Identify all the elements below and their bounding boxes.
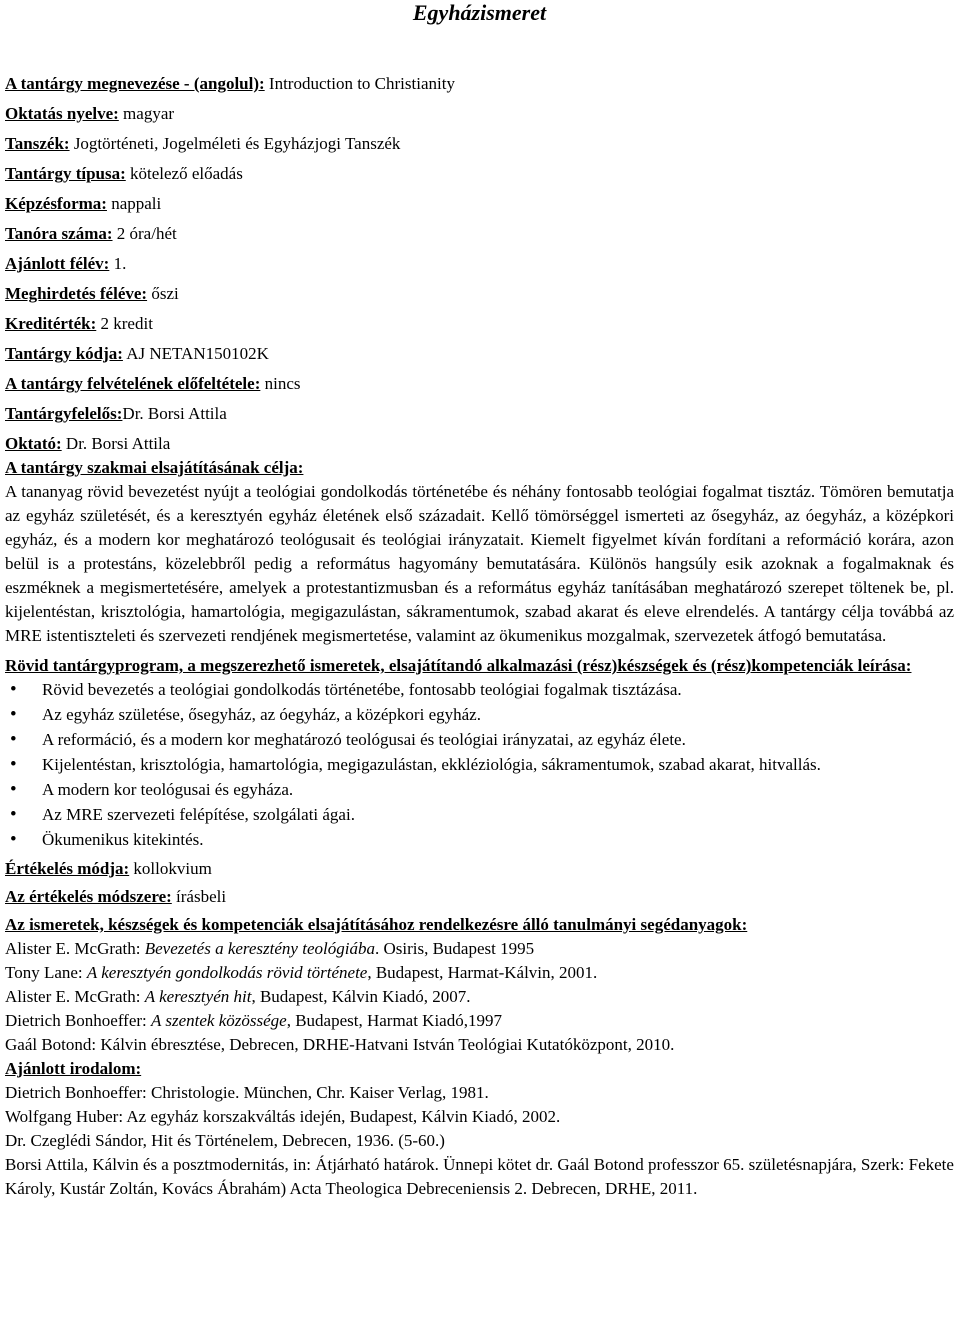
reference-item: Gaál Botond: Kálvin ébresztése, Debrecen, DRHE-Hatvani István Teológiai Kutatóközpont, 2010. <box>5 1035 675 1054</box>
course-fields <box>5 72 954 456</box>
document-title: Egyházismeret <box>412 0 547 25</box>
field-responsible: Tantárgyfelelős:Dr. Borsi Attila <box>5 404 227 423</box>
list-item: • Az MRE szervezeti felépítése, szolgálati ágai. <box>42 803 954 828</box>
reference-item: Dietrich Bonhoeffer: Christologie. München, Chr. Kaiser Verlag, 1981. <box>5 1083 489 1102</box>
field-english-name: A tantárgy megnevezése - (angolul): Introduction to Christianity <box>5 74 455 93</box>
field-prerequisite: A tantárgy felvételének előfeltétele: nincs <box>5 374 301 393</box>
list-item: • A reformáció, és a modern kor meghatározó teológusai és teológiai irányzatai, az egyház élete. <box>42 728 954 753</box>
field-lecturer: Oktató: Dr. Borsi Attila <box>5 434 171 453</box>
program-list <box>5 678 954 853</box>
reference-item: Tony Lane: A keresztyén gondolkodás rövid története, Budapest, Harmat-Kálvin, 2001. <box>5 963 598 982</box>
field-course-code: Tantárgy kódja: AJ NETAN150102K <box>5 344 269 363</box>
reference-item: Dr. Czeglédi Sándor, Hit és Történelem, Debrecen, 1936. (5-60.) <box>5 1131 445 1150</box>
reference-item: Alister E. McGrath: Bevezetés a keresztény teológiába. Osiris, Budapest 1995 <box>5 939 535 958</box>
field-hours: Tanóra száma: 2 óra/hét <box>5 224 177 243</box>
list-item: • Kijelentéstan, krisztológia, hamartológia, megigazulástan, ekkléziológia, sákramentumok, szabad akarat, hitvallás. <box>42 753 954 778</box>
evaluation-type: Értékelés módja: kollokvium <box>5 859 212 878</box>
materials-section <box>5 913 954 1057</box>
field-training-form: Képzésforma: nappali <box>5 194 162 213</box>
reference-item: Dietrich Bonhoeffer: A szentek közössége, Budapest, Harmat Kiadó,1997 <box>5 1011 502 1030</box>
materials-heading: Az ismeretek, készségek és kompetenciák elsajátításához rendelkezésre álló tanulmányi segédanyagok: <box>5 915 748 934</box>
reference-item: Borsi Attila, Kálvin és a posztmodernitás, in: Átjárható határok. Ünnepi kötet dr. Gaál Botond professzor 65. születésnapjára, Szerk: Fekete Károly, Kustár Zoltán, Kovács Ábrahám) Acta Theologica Debreceniensis 2. Debrecen, DRHE, 2011. <box>5 1155 954 1198</box>
reference-item: Wolfgang Huber: Az egyház korszakváltás idején, Budapest, Kálvin Kiadó, 2002. <box>5 1107 561 1126</box>
field-credit: Kreditérték: 2 kredit <box>5 314 153 333</box>
list-item: • Ökumenikus kitekintés. <box>42 828 954 853</box>
evaluation-method: Az értékelés módszere: írásbeli <box>5 887 227 906</box>
field-course-type: Tantárgy típusa: kötelező előadás <box>5 164 243 183</box>
goal-text: A tananyag rövid bevezetést nyújt a teológiai gondolkodás történetébe és néhány fontosabb teológiai fogalmat tisztáz. Tömören bemutatja az egyház születését, és a keresztyén egyház életének első századait. Kellő tömörséggel ismerteti az ősegyház, az óegyház, a középkori egyház, és a modern kor meghatározó teológusait és teológiai irányzatait. Kiemelt figyelmet kíván fordítani a reformáció korára, azon belül is a protestáns, közelebbről pedig a református hagyomány bemutatására. Különös hangsúly esik azoknak a fogalmaknak és eszméknek a megismertetésére, amelyek a protestantizmusban és a református egyház tanításában meghatározó szerepet töltenek be, pl. kijelentéstan, krisztológia, hamartológia, megigazulástan, sákramentumok, szabad akarat és eleve elrendelés. A tantárgy célja továbbá az MRE istentiszteleti és szervezeti rendjének megismertetése, valamint az ökumenikus mozgalmak, szervezetek átfogó bemutatása. <box>5 482 954 645</box>
program-heading: Rövid tantárgyprogram, a megszerezhető ismeretek, elsajátítandó alkalmazási (rész)készségek és (rész)kompetenciák leírása: <box>5 656 912 675</box>
field-announcement-semester: Meghirdetés féléve: őszi <box>5 284 179 303</box>
program-section <box>5 654 954 853</box>
goal-section <box>5 456 954 648</box>
list-item: • Rövid bevezetés a teológiai gondolkodás történetébe, fontosabb teológiai fogalmak tisztázása. <box>42 678 954 703</box>
field-language: Oktatás nyelve: magyar <box>5 104 175 123</box>
reference-item: Alister E. McGrath: A keresztyén hit, Budapest, Kálvin Kiadó, 2007. <box>5 987 471 1006</box>
field-department: Tanszék: Jogtörténeti, Jogelméleti és Egyházjogi Tanszék <box>5 134 401 153</box>
goal-heading: A tantárgy szakmai elsajátításának célja: <box>5 458 304 477</box>
list-item: • Az egyház születése, ősegyház, az óegyház, a középkori egyház. <box>42 703 954 728</box>
recommended-section <box>5 1057 954 1201</box>
recommended-heading: Ajánlott irodalom: <box>5 1059 142 1078</box>
field-recommended-semester: Ajánlott félév: 1. <box>5 254 127 273</box>
list-item: • A modern kor teológusai és egyháza. <box>42 778 954 803</box>
